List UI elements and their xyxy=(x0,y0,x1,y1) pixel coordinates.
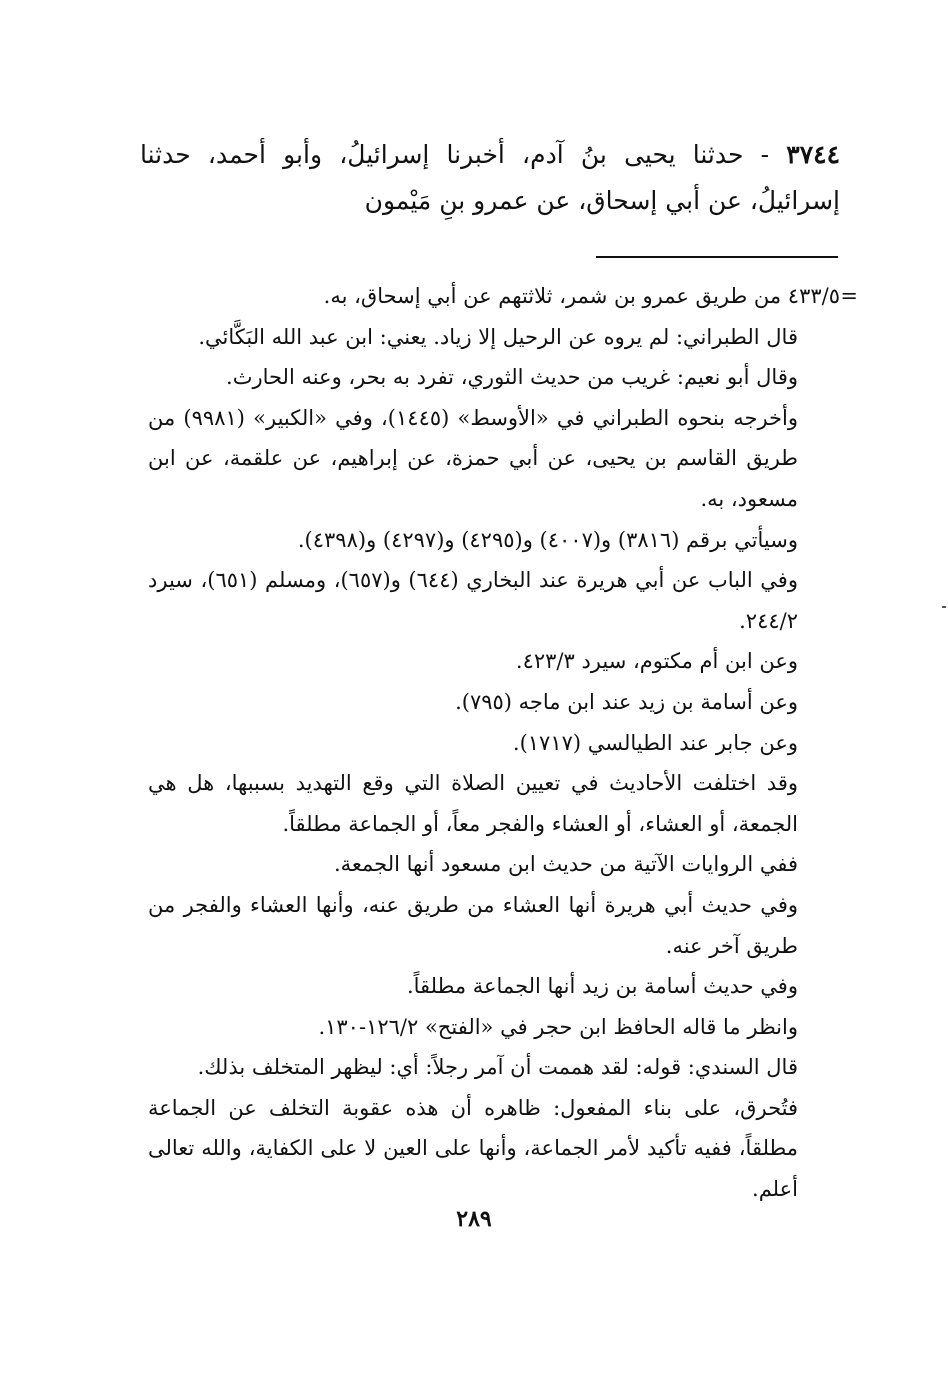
footnote-paragraph: ٤٣٣/٥ من طريق عمرو بن شمر، ثلاثتهم عن أبي إسحاق، به. xyxy=(323,284,840,308)
hadith-text xyxy=(140,132,840,224)
footnote-paragraph: قال السندي: قوله: لقد هممت أن آمر رجلاً: أي: ليظهر المتخلف بذلك. xyxy=(197,1055,798,1080)
footnote-paragraph: فتُحرق، على بناء المفعول: ظاهره أن هذه عقوبة التخلف عن الجماعة مطلقاً، ففيه تأكيد لأمر الجماعة، وأنها على العين لا على الكفاية، والله تعالى أعلم. xyxy=(148,1095,798,1202)
footnote-paragraph: وفي الباب عن أبي هريرة عند البخاري (٦٤٤) و(٦٥٧)، ومسلم (٦٥١)، سيرد ٢٤٤/٢. xyxy=(148,568,798,633)
footnote-paragraph: وفي حديث أبي هريرة أنها العشاء من طريق عنه، وأنها العشاء والفجر من طريق آخر عنه. xyxy=(148,892,798,958)
footnotes xyxy=(148,276,858,1210)
footnote-paragraph: ففي الروايات الآتية من حديث ابن مسعود أنها الجمعة. xyxy=(333,852,798,877)
footnote-paragraph: وسيأتي برقم (٣٨١٦) و(٤٠٠٧) و(٤٢٩٥) و(٤٢٩٧) و(٤٣٩٨). xyxy=(297,527,798,552)
page-number: ٢٨٩ xyxy=(456,1206,492,1232)
footnote-paragraph: قال الطبراني: لم يروه عن الرحيل إلا زياد. يعني: ابن عبد الله البَكَّائي. xyxy=(198,324,798,349)
footnote-paragraph: وفي حديث أسامة بن زيد أنها الجماعة مطلقاً. xyxy=(406,974,798,999)
continuation-marker: = xyxy=(840,284,858,308)
hadith-body: - حدثنا يحيى بنُ آدم، أخبرنا إسرائيلُ، وأبو أحمد، حدثنا إسرائيلُ، عن أبي إسحاق، عن عمرو بنِ مَيْمون xyxy=(140,140,840,215)
hadith-number: ٣٧٤٤ xyxy=(786,140,840,169)
footnote-paragraph: وعن أسامة بن زيد عند ابن ماجه (٧٩٥). xyxy=(455,689,798,714)
footnote-paragraph: وانظر ما قاله الحافظ ابن حجر في «الفتح» ١٢٦/٢-١٣٠. xyxy=(318,1014,798,1039)
footnote-paragraph: وعن ابن أم مكتوم، سيرد ٤٢٣/٣. xyxy=(515,649,798,674)
scan-edge-mark xyxy=(942,606,946,608)
footnote-paragraph: وعن جابر عند الطيالسي (١٧١٧). xyxy=(512,730,798,755)
footnote-paragraph: وقال أبو نعيم: غريب من حديث الثوري، تفرد به بحر، وعنه الحارث. xyxy=(226,365,798,390)
footnote-separator xyxy=(596,256,838,258)
footnote-paragraph: وقد اختلفت الأحاديث في تعيين الصلاة التي وقع التهديد بسببها، هل هي الجمعة، أو العشاء، أو العشاء والفجر معاً، أو الجماعة مطلقاً. xyxy=(148,771,798,836)
footnote-paragraph: وأخرجه بنحوه الطبراني في «الأوسط» (١٤٤٥)، وفي «الكبير» (٩٩٨١) من طريق القاسم بن يحيى، عن أبي حمزة، عن إبراهيم، عن علقمة، عن ابن مسعود، به. xyxy=(148,405,798,511)
